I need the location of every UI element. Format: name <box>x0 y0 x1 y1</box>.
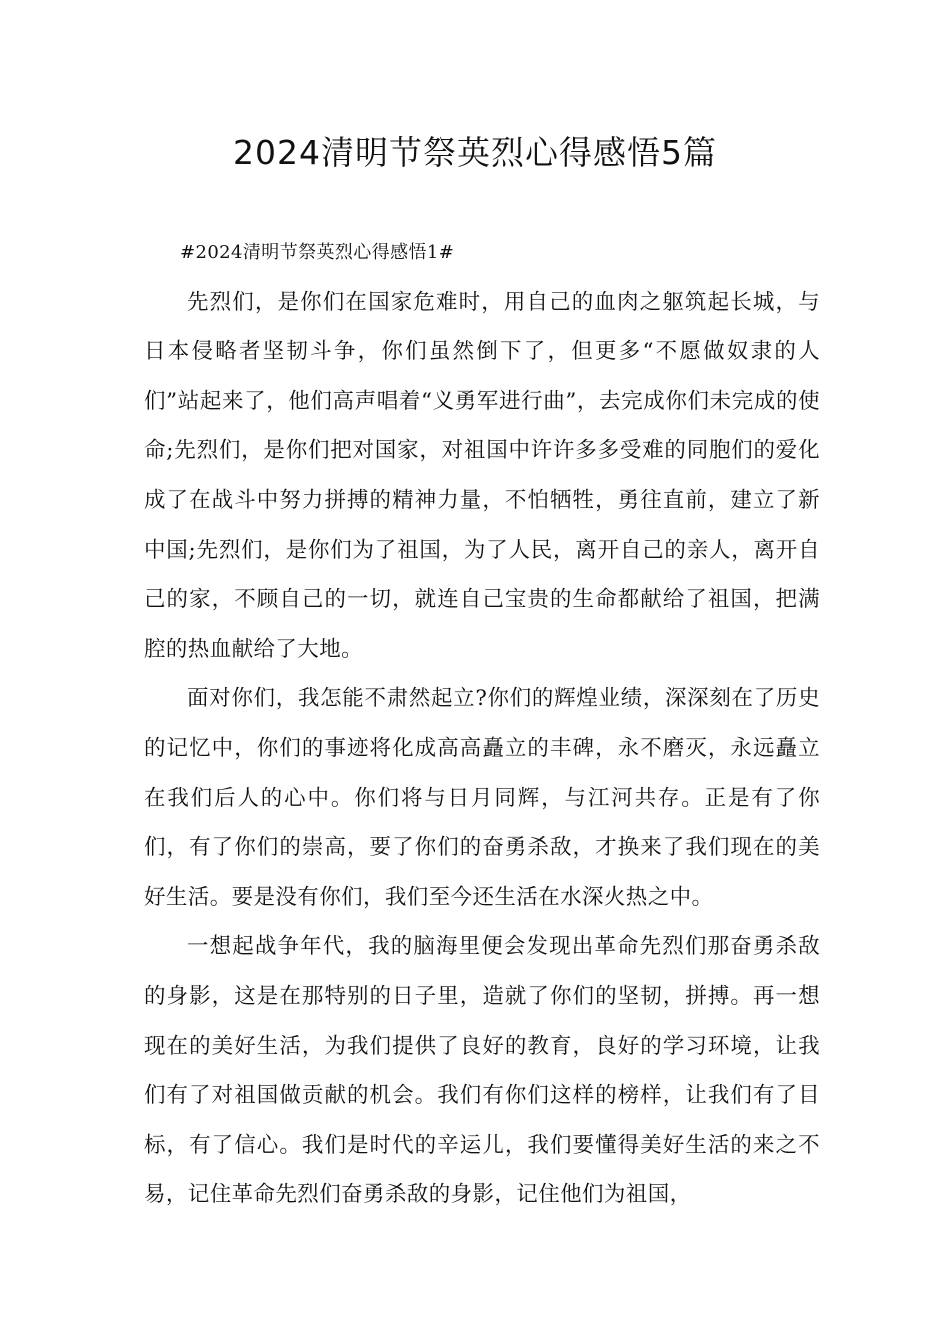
paragraph-1: 先烈们，是你们在国家危难时，用自己的血肉之躯筑起长城，与日本侵略者坚韧斗争，你们虽然倒下了，但更多“不愿做奴隶的人们”站起来了，他们高声唱着“义勇军进行曲”，去完成你们未完成的使命;先烈们，是你们把对国家，对祖国中许许多多受难的同胞们的爱化成了在战斗中努力拼搏的精神力量，不怕牺牲，勇往直前，建立了新中国;先烈们，是你们为了祖国，为了人民，离开自己的亲人，离开自己的家，不顾自己的一切，就连自己宝贵的生命都献给了祖国，把满腔的热血献给了大地。 <box>144 289 820 662</box>
paragraph-3: 一想起战争年代，我的脑海里便会发现出革命先烈们那奋勇杀敌的身影，这是在那特别的日子里，造就了你们的坚韧，拼搏。再一想现在的美好生活，为我们提供了良好的教育，良好的学习环境，让我们有了对祖国做贡献的机会。我们有你们这样的榜样，让我们有了目标，有了信心。我们是时代的辛运儿，我们要懂得美好生活的来之不易，记住革命先烈们奋勇杀敌的身影，记住他们为祖国， <box>144 934 820 1208</box>
paragraph-2: 面对你们，我怎能不肃然起立?你们的辉煌业绩，深深刻在了历史的记忆中，你们的事迹将化成高高矗立的丰碑，永不磨灭，永远矗立在我们后人的心中。你们将与日月同辉，与江河共存。正是有了你们，有了你们的崇高，要了你们的奋勇杀敌，才换来了我们现在的美好生活。要是没有你们，我们至今还生活在水深火热之中。 <box>144 686 820 910</box>
document-title: 2024清明节祭英烈心得感悟5篇 <box>233 133 717 172</box>
section-heading: #2024清明节祭英烈心得感悟1# <box>180 242 455 263</box>
document-body <box>144 228 820 1220</box>
